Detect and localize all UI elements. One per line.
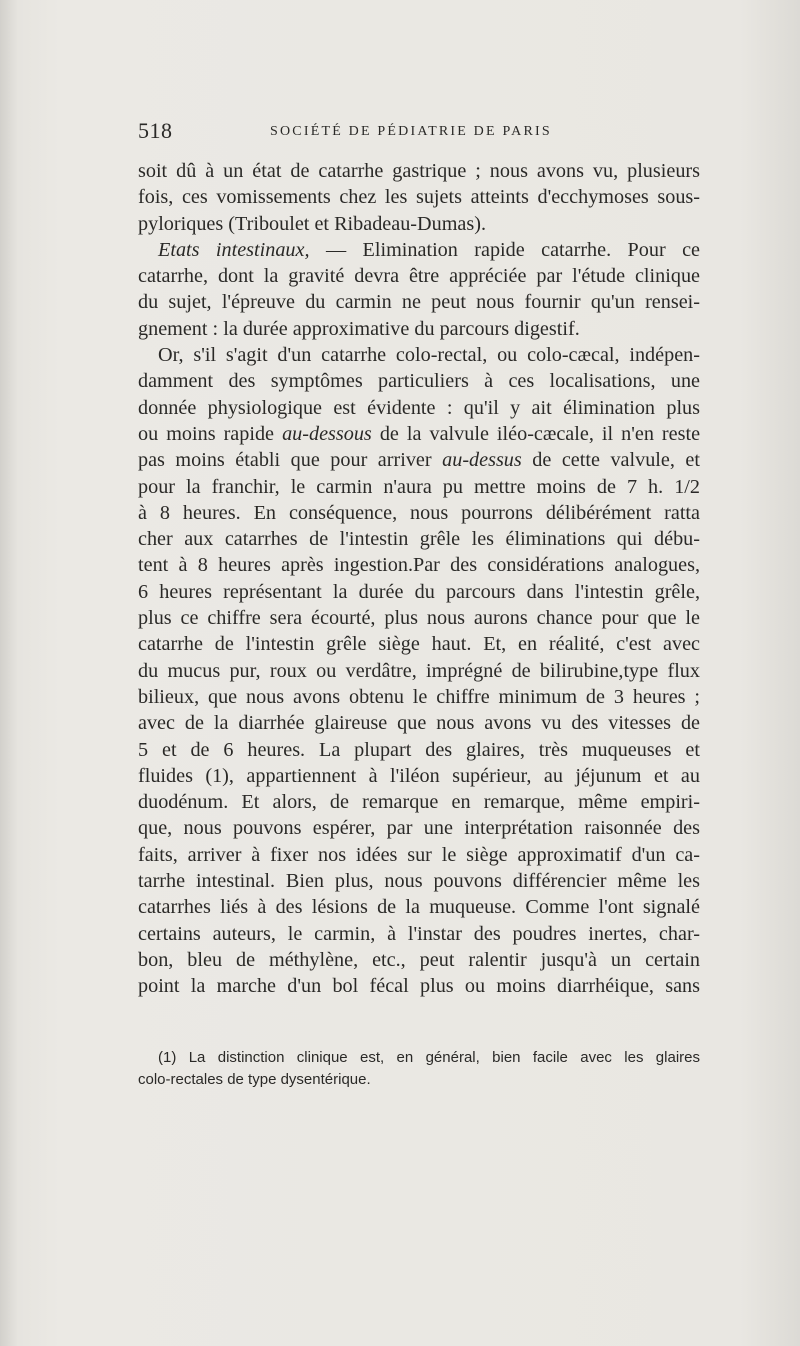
text-line: donnée physiologique est évidente : qu'il y ait élimination plus: [138, 396, 700, 419]
text-line: pour la franchir, le carmin n'aura pu mettre moins de 7 h. 1/2: [138, 475, 700, 498]
text-line: faits, arriver à fixer nos idées sur le siège approximatif d'un ca-: [138, 843, 700, 866]
text-line: bilieux, que nous avons obtenu le chiffre minimum de 3 heures ;: [138, 685, 700, 708]
text-line: catarrhe, dont la gravité devra être appréciée par l'étude clinique: [138, 265, 700, 288]
footnote-line: (1) La distinction clinique est, en général, bien facile avec les glaires: [158, 1049, 700, 1066]
footnote-line: colo-rectales de type dysentérique.: [138, 1071, 371, 1088]
text-line: à 8 heures. En conséquence, nous pourrons délibérément ratta: [138, 501, 700, 524]
text-line: gnement : la durée approximative du parcours digestif.: [138, 317, 580, 340]
text-line: duodénum. Et alors, de remarque en remarque, même empiri-: [138, 791, 700, 814]
text-line: tarrhe intestinal. Bien plus, nous pouvons différencier même les: [138, 870, 700, 893]
text-line: Etats intestinaux, — Elimination rapide catarrhe. Pour ce: [158, 238, 701, 261]
running-head: SOCIÉTÉ DE PÉDIATRIE DE PARIS: [270, 124, 552, 139]
page-number: 518: [138, 118, 173, 143]
text-line: certains auteurs, le carmin, à l'instar des poudres inertes, char-: [138, 922, 700, 945]
text-line: que, nous pouvons espérer, par une interprétation raisonnée des: [138, 817, 700, 840]
text-line: catarrhe de l'intestin grêle siège haut. Et, en réalité, c'est avec: [138, 633, 700, 656]
text-line: catarrhes liés à des lésions de la muqueuse. Comme l'ont signalé: [138, 896, 700, 919]
italic-term: Etats intestinaux,: [158, 238, 310, 261]
italic-term: au-dessous: [282, 422, 372, 445]
text-line: du mucus pur, roux ou verdâtre, imprégné de bilirubine,type flux: [138, 659, 700, 682]
text-line: tent à 8 heures après ingestion.Par des considérations analogues,: [138, 554, 700, 577]
text-line: fois, ces vomissements chez les sujets atteints d'ecchymoses sous-: [138, 186, 700, 209]
text-line: point la marche d'un bol fécal plus ou moins diarrhéique, sans: [138, 975, 700, 998]
text-line: avec de la diarrhée glaireuse que nous avons vu des vitesses de: [138, 712, 700, 735]
body-text: [138, 158, 700, 1000]
text-line: 5 et de 6 heures. La plupart des glaires, très muqueuses et: [138, 738, 700, 761]
text-line: cher aux catarrhes de l'intestin grêle les éliminations qui débu-: [138, 528, 700, 551]
italic-term: au-dessus: [442, 449, 522, 472]
footnote: [138, 1047, 700, 1091]
text-line: bon, bleu de méthylène, etc., peut ralentir jusqu'à un certain: [138, 948, 700, 971]
text-line: 6 heures représentant la durée du parcours dans l'intestin grêle,: [138, 580, 700, 603]
page-header: [138, 118, 668, 148]
text-line: fluides (1), appartiennent à l'iléon supérieur, au jéjunum et au: [138, 764, 700, 787]
text-line: Or, s'il s'agit d'un catarrhe colo-rectal, ou colo-cæcal, indépen-: [158, 344, 700, 367]
text-line: ou moins rapide au-dessous de la valvule iléo-cæcale, il n'en reste: [138, 422, 701, 445]
text-line: pyloriques (Triboulet et Ribadeau-Dumas).: [138, 212, 486, 235]
text-line: du sujet, l'épreuve du carmin ne peut nous fournir qu'un rensei-: [138, 291, 700, 314]
text-line: soit dû à un état de catarrhe gastrique ; nous avons vu, plusieurs: [138, 160, 700, 182]
text-line: plus ce chiffre sera écourté, plus nous aurons chance pour que le: [138, 607, 700, 630]
text-line: damment des symptômes particuliers à ces localisations, une: [138, 370, 700, 393]
text-line: pas moins établi que pour arriver au-dessus de cette valvule, et: [138, 449, 701, 472]
